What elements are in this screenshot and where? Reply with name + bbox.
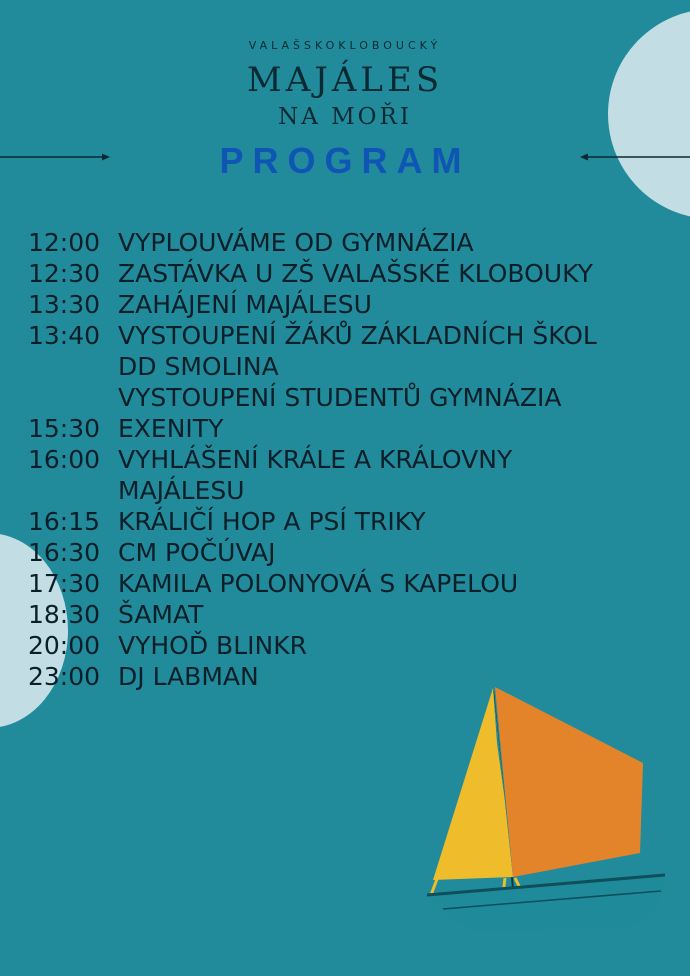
schedule-time [28, 475, 118, 506]
schedule-event: VYPLOUVÁME OD GYMNÁZIA [118, 228, 474, 257]
schedule-row [28, 258, 690, 289]
schedule-row [28, 599, 690, 630]
schedule-time: 12:30 [28, 259, 101, 288]
schedule-time: 15:30 [28, 414, 101, 443]
schedule-event: CM POČÚVAJ [118, 538, 276, 567]
schedule-event: KAMILA POLONYOVÁ S KAPELOU [118, 569, 519, 598]
schedule-time: 17:30 [28, 569, 101, 598]
schedule-event: MAJÁLESU [118, 476, 245, 505]
schedule-row [28, 227, 690, 258]
orange-sail [495, 687, 643, 877]
sailboat-icon [425, 683, 670, 938]
schedule-row [28, 382, 690, 413]
title-majales: MAJÁLES [246, 60, 444, 100]
schedule-time: 13:30 [28, 290, 101, 319]
schedule-time: 16:30 [28, 538, 101, 567]
schedule-row [28, 537, 690, 568]
schedule-time [28, 351, 118, 382]
boat-hull [427, 875, 665, 931]
schedule-event: VYSTOUPENÍ STUDENTŮ GYMNÁZIA [118, 383, 562, 412]
schedule-event: VYHLÁŠENÍ KRÁLE A KRÁLOVNY [118, 445, 513, 474]
schedule-row [28, 568, 690, 599]
schedule-event: DJ LABMAN [118, 662, 259, 691]
schedule-event: VYSTOUPENÍ ŽÁKŮ ZÁKLADNÍCH ŠKOL [118, 321, 597, 350]
schedule-list [28, 227, 690, 692]
schedule-event: ZAHÁJENÍ MAJÁLESU [118, 290, 372, 319]
schedule-event: ZASTÁVKA U ZŠ VALAŠSKÉ KLOBOUKY [118, 259, 593, 288]
schedule-time: 12:00 [28, 228, 101, 257]
schedule-event: KRÁLIČÍ HOP A PSÍ TRIKY [118, 507, 426, 536]
schedule-row [28, 351, 690, 382]
schedule-row [28, 506, 690, 537]
schedule-event: VYHOĎ BLINKR [118, 631, 307, 660]
schedule-time: 16:15 [28, 507, 101, 536]
schedule-row [28, 444, 690, 475]
schedule-time: 16:00 [28, 445, 101, 474]
schedule-row [28, 289, 690, 320]
schedule-time: 13:40 [28, 321, 101, 350]
schedule-event: DD SMOLINA [118, 352, 279, 381]
schedule-row [28, 413, 690, 444]
schedule-event: ŠAMAT [118, 600, 204, 629]
schedule-time [28, 382, 118, 413]
subtitle: VALAŠSKOKLOBOUCKÝ [248, 39, 442, 52]
title-na-mori: NA MOŘI [278, 104, 412, 130]
schedule-event: EXENITY [118, 414, 224, 443]
schedule-row [28, 475, 690, 506]
schedule-time: 18:30 [28, 600, 101, 629]
schedule-time: 23:00 [28, 662, 101, 691]
schedule-time: 20:00 [28, 631, 101, 660]
program-heading: PROGRAM [219, 140, 471, 181]
schedule-row [28, 320, 690, 351]
schedule-row [28, 630, 690, 661]
